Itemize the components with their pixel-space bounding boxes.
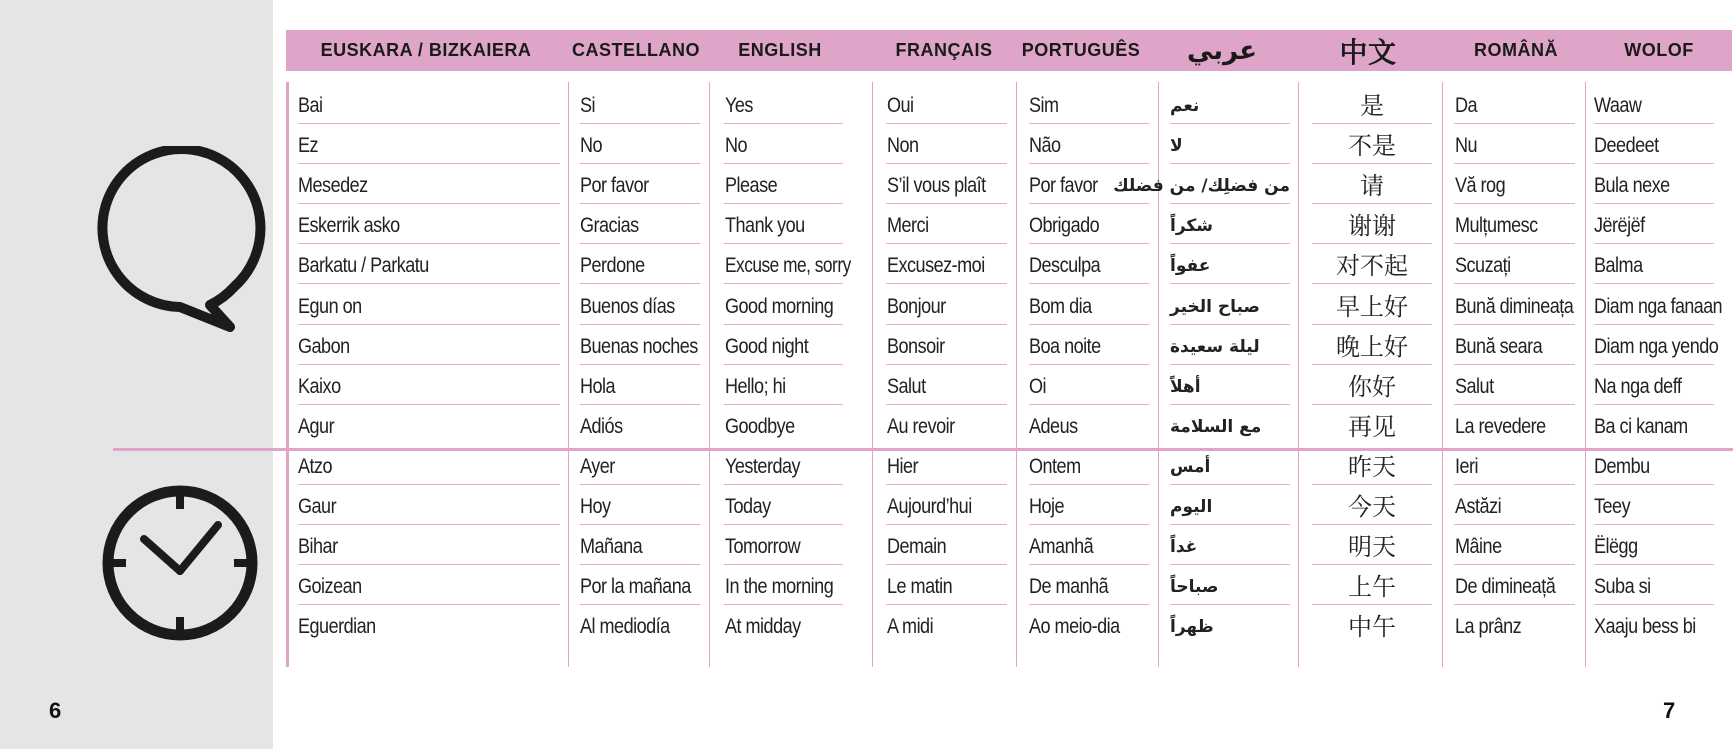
phrase-cell: Atzo bbox=[298, 454, 333, 478]
phrase-cell: Por la mañana bbox=[580, 575, 691, 599]
row-rule bbox=[886, 203, 1007, 204]
row-rule bbox=[1594, 243, 1714, 244]
row-rule bbox=[1454, 404, 1575, 405]
section-divider bbox=[113, 448, 1733, 451]
phrase-cell: Tomorrow bbox=[725, 535, 801, 559]
header-portugues: PORTUGUÊS bbox=[1021, 40, 1141, 60]
phrase-cell: Barkatu / Parkatu bbox=[298, 254, 429, 278]
row-rule bbox=[1594, 364, 1714, 365]
row-rule bbox=[1029, 524, 1149, 525]
phrase-cell: Goodbye bbox=[725, 414, 795, 438]
phrase-cell: Merci bbox=[887, 214, 929, 238]
phrase-cell: ليلة سعيدة bbox=[1170, 336, 1260, 357]
phrase-cell: صباحاً bbox=[1170, 577, 1219, 598]
row-rule bbox=[724, 484, 843, 485]
phrase-cell: Aujourd’hui bbox=[887, 495, 972, 518]
phrase-cell: Vă rog bbox=[1455, 174, 1506, 198]
row-rule bbox=[1029, 243, 1149, 244]
phrase-cell: Na nga deff bbox=[1594, 374, 1682, 398]
phrase-cell: Le matin bbox=[887, 575, 953, 599]
row-rule bbox=[580, 123, 700, 124]
phrase-cell: Salut bbox=[887, 374, 926, 398]
phrase-cell: Por favor bbox=[1029, 174, 1098, 198]
row-rule bbox=[1312, 484, 1432, 485]
row-rule bbox=[724, 404, 843, 405]
row-rule bbox=[1454, 564, 1575, 565]
row-rule bbox=[1170, 243, 1290, 244]
phrase-cell: Ba ci kanam bbox=[1594, 414, 1688, 438]
phrase-cell: Perdone bbox=[580, 254, 645, 278]
phrase-cell: Ao meio-dia bbox=[1029, 615, 1120, 639]
row-rule bbox=[1594, 524, 1714, 525]
phrase-cell: 是 bbox=[1360, 92, 1384, 120]
phrase-cell: Suba si bbox=[1594, 575, 1651, 599]
column-divider bbox=[1016, 82, 1017, 667]
phrase-cell: Si bbox=[580, 94, 596, 117]
row-rule bbox=[580, 203, 700, 204]
phrase-cell: Gracias bbox=[580, 214, 639, 238]
phrase-cell: Balma bbox=[1594, 254, 1643, 278]
row-rule bbox=[580, 404, 700, 405]
row-rule bbox=[1454, 203, 1575, 204]
phrase-cell: At midday bbox=[725, 615, 801, 639]
phrase-cell: Diam nga yendo bbox=[1594, 334, 1719, 358]
row-rule bbox=[1170, 604, 1290, 605]
phrase-cell: Mañana bbox=[580, 535, 643, 559]
phrase-cell: Yesterday bbox=[725, 454, 801, 478]
row-rule bbox=[1454, 604, 1575, 605]
phrase-cell: 谢谢 bbox=[1348, 212, 1396, 241]
row-rule bbox=[724, 364, 843, 365]
phrase-cell: 不是 bbox=[1348, 132, 1396, 161]
header-castellano: CASTELLANO bbox=[572, 40, 700, 60]
phrase-cell: No bbox=[725, 134, 748, 158]
phrase-cell: شكراً bbox=[1170, 216, 1214, 237]
row-rule bbox=[724, 524, 843, 525]
phrase-cell: Teey bbox=[1594, 495, 1631, 518]
row-rule bbox=[298, 163, 560, 164]
row-rule bbox=[1170, 324, 1290, 325]
row-rule bbox=[1029, 404, 1149, 405]
phrase-cell: Gabon bbox=[298, 334, 350, 358]
row-rule bbox=[580, 283, 700, 284]
phrase-cell: Hoy bbox=[580, 495, 611, 518]
phrase-cell: In the morning bbox=[725, 575, 834, 599]
phrase-cell: 明天 bbox=[1348, 533, 1396, 562]
phrase-cell: Egun on bbox=[298, 294, 362, 318]
row-rule bbox=[298, 123, 560, 124]
phrase-cell: Por favor bbox=[580, 174, 649, 198]
row-rule bbox=[1170, 564, 1290, 565]
row-rule bbox=[298, 604, 560, 605]
phrase-cell: Goizean bbox=[298, 575, 362, 599]
phrase-cell: 对不起 bbox=[1336, 252, 1408, 281]
phrase-cell: Demain bbox=[887, 535, 947, 559]
row-rule bbox=[1029, 484, 1149, 485]
row-rule bbox=[1312, 123, 1432, 124]
phrase-cell: Gaur bbox=[298, 495, 337, 518]
phrase-cell: Adiós bbox=[580, 414, 623, 438]
phrase-cell: De manhã bbox=[1029, 575, 1109, 599]
phrase-cell: 晚上好 bbox=[1336, 332, 1408, 361]
phrase-cell: De dimineață bbox=[1455, 575, 1556, 599]
row-rule bbox=[1029, 364, 1149, 365]
row-rule bbox=[1594, 163, 1714, 164]
phrase-cell: ظهراً bbox=[1170, 617, 1214, 638]
row-rule bbox=[724, 243, 843, 244]
phrase-cell: No bbox=[580, 134, 603, 158]
row-rule bbox=[580, 524, 700, 525]
phrase-cell: Buenos días bbox=[580, 294, 675, 318]
phrase-cell: Amanhã bbox=[1029, 535, 1094, 559]
row-rule bbox=[1312, 163, 1432, 164]
row-rule bbox=[1029, 123, 1149, 124]
row-rule bbox=[886, 484, 1007, 485]
row-rule bbox=[1454, 123, 1575, 124]
phrase-cell: 昨天 bbox=[1348, 452, 1396, 481]
row-rule bbox=[298, 283, 560, 284]
phrase-cell: La revedere bbox=[1455, 414, 1546, 438]
phrase-cell: Ez bbox=[298, 134, 319, 158]
phrase-cell: Bonjour bbox=[887, 294, 946, 318]
row-rule bbox=[886, 324, 1007, 325]
row-rule bbox=[886, 564, 1007, 565]
phrase-cell: 你好 bbox=[1348, 372, 1396, 401]
language-header-bar bbox=[286, 30, 1732, 71]
phrase-cell: Hier bbox=[887, 454, 919, 478]
phrase-cell: A midi bbox=[887, 615, 934, 639]
row-rule bbox=[886, 364, 1007, 365]
row-rule bbox=[298, 524, 560, 525]
row-rule bbox=[1312, 604, 1432, 605]
phrase-cell: Dembu bbox=[1594, 454, 1650, 478]
row-rule bbox=[580, 364, 700, 365]
row-rule bbox=[1029, 163, 1149, 164]
phrase-cell: Nu bbox=[1455, 134, 1478, 158]
row-rule bbox=[886, 163, 1007, 164]
phrase-cell: Hello; hi bbox=[725, 374, 786, 398]
row-rule bbox=[1594, 203, 1714, 204]
row-rule bbox=[298, 564, 560, 565]
phrase-cell: Yes bbox=[725, 94, 753, 117]
phrase-cell: Mâine bbox=[1455, 535, 1502, 559]
row-rule bbox=[1170, 163, 1290, 164]
phrase-cell: Non bbox=[887, 134, 919, 158]
phrase-cell: La prânz bbox=[1455, 615, 1522, 639]
phrase-cell: من فضلِك/ من فضلك bbox=[1113, 176, 1290, 197]
row-rule bbox=[1029, 564, 1149, 565]
phrase-cell: Deedeet bbox=[1594, 134, 1659, 158]
phrase-cell: اليوم bbox=[1170, 497, 1213, 517]
phrase-cell: Good night bbox=[725, 334, 809, 358]
page-number-right: 7 bbox=[1663, 698, 1676, 723]
phrase-cell: Bonsoir bbox=[887, 334, 945, 358]
phrase-cell: غداً bbox=[1170, 537, 1198, 558]
row-rule bbox=[886, 404, 1007, 405]
column-divider bbox=[1585, 82, 1586, 667]
row-rule bbox=[1312, 324, 1432, 325]
row-rule bbox=[1454, 324, 1575, 325]
column-divider bbox=[872, 82, 873, 667]
phrase-cell: Bom dia bbox=[1029, 294, 1092, 318]
phrase-cell: مع السلامة bbox=[1170, 416, 1262, 437]
phrase-cell: Ieri bbox=[1455, 454, 1479, 478]
phrase-cell: Excusez-moi bbox=[887, 254, 985, 278]
row-rule bbox=[886, 604, 1007, 605]
row-rule bbox=[298, 324, 560, 325]
phrase-cell: Scuzați bbox=[1455, 254, 1511, 278]
phrase-cell: Waaw bbox=[1594, 94, 1642, 117]
phrase-cell: عفواً bbox=[1170, 256, 1211, 277]
phrase-cell: Al mediodía bbox=[580, 615, 670, 639]
row-rule bbox=[1312, 203, 1432, 204]
phrase-cell: Jërëjëf bbox=[1594, 214, 1645, 238]
row-rule bbox=[580, 324, 700, 325]
row-rule bbox=[1312, 283, 1432, 284]
phrase-cell: Adeus bbox=[1029, 414, 1078, 438]
row-rule bbox=[1170, 364, 1290, 365]
phrase-cell: 上午 bbox=[1348, 573, 1396, 602]
phrase-cell: Bihar bbox=[298, 535, 338, 559]
row-rule bbox=[1594, 123, 1714, 124]
phrase-cell: أهلاً bbox=[1170, 376, 1201, 397]
row-rule bbox=[724, 324, 843, 325]
header-romana: ROMÂNĂ bbox=[1474, 40, 1558, 60]
phrase-cell: Da bbox=[1455, 94, 1478, 117]
phrase-cell: Kaixo bbox=[298, 374, 341, 398]
row-rule bbox=[1170, 524, 1290, 525]
row-rule bbox=[1594, 484, 1714, 485]
phrase-cell: Bună dimineața bbox=[1455, 294, 1574, 318]
row-rule bbox=[298, 243, 560, 244]
column-divider bbox=[1442, 82, 1443, 667]
row-rule bbox=[580, 564, 700, 565]
row-rule bbox=[1594, 324, 1714, 325]
phrase-cell: Bula nexe bbox=[1594, 174, 1670, 198]
row-rule bbox=[1170, 484, 1290, 485]
row-rule bbox=[1454, 484, 1575, 485]
phrase-cell: Astăzi bbox=[1455, 495, 1502, 518]
phrase-cell: Hola bbox=[580, 374, 616, 398]
phrase-cell: 中午 bbox=[1348, 613, 1396, 642]
row-rule bbox=[1170, 123, 1290, 124]
row-rule bbox=[724, 283, 843, 284]
phrase-cell: Sim bbox=[1029, 94, 1059, 117]
phrase-cell: 今天 bbox=[1348, 493, 1396, 521]
header-arabic: عربي bbox=[1186, 35, 1257, 66]
row-rule bbox=[1454, 283, 1575, 284]
row-rule bbox=[580, 163, 700, 164]
row-rule bbox=[724, 163, 843, 164]
row-rule bbox=[1594, 404, 1714, 405]
row-rule bbox=[1029, 324, 1149, 325]
phrase-cell: Thank you bbox=[725, 214, 805, 238]
row-rule bbox=[298, 364, 560, 365]
row-rule bbox=[298, 203, 560, 204]
row-rule bbox=[298, 484, 560, 485]
phrase-cell: نعم bbox=[1170, 96, 1200, 116]
page-number-left: 6 bbox=[49, 698, 62, 723]
column-divider bbox=[709, 82, 710, 667]
row-rule bbox=[1454, 364, 1575, 365]
phrase-cell: Boa noite bbox=[1029, 334, 1101, 358]
row-rule bbox=[724, 604, 843, 605]
row-rule bbox=[1454, 163, 1575, 164]
row-rule bbox=[1029, 604, 1149, 605]
phrase-cell: Au revoir bbox=[887, 414, 955, 438]
phrase-cell: Obrigado bbox=[1029, 214, 1100, 238]
phrase-cell: 请 bbox=[1360, 172, 1384, 201]
header-francais: FRANÇAIS bbox=[895, 40, 993, 60]
phrase-cell: Bună seara bbox=[1455, 334, 1543, 358]
header-euskara: EUSKARA / BIZKAIERA bbox=[320, 40, 532, 60]
clock-icon bbox=[100, 483, 260, 643]
phrase-cell: لا bbox=[1170, 136, 1183, 157]
header-wolof: WOLOF bbox=[1624, 40, 1694, 60]
row-rule bbox=[724, 564, 843, 565]
phrase-cell: Bai bbox=[298, 94, 323, 117]
row-rule bbox=[1312, 243, 1432, 244]
row-rule bbox=[886, 123, 1007, 124]
row-rule bbox=[1170, 283, 1290, 284]
phrase-cell: Agur bbox=[298, 414, 335, 438]
phrase-cell: Xaaju bess bi bbox=[1594, 615, 1696, 639]
speech-bubble-icon bbox=[96, 146, 272, 332]
row-rule bbox=[580, 243, 700, 244]
row-rule bbox=[724, 123, 843, 124]
column-divider bbox=[1298, 82, 1299, 667]
phrase-cell: Good morning bbox=[725, 294, 834, 318]
row-rule bbox=[1312, 364, 1432, 365]
phrase-cell: Please bbox=[725, 174, 778, 198]
header-chinese: 中文 bbox=[1339, 35, 1397, 69]
row-rule bbox=[1312, 404, 1432, 405]
phrase-cell: Buenas noches bbox=[580, 334, 698, 358]
row-rule bbox=[886, 243, 1007, 244]
phrase-cell: Diam nga fanaan bbox=[1594, 294, 1723, 318]
phrase-cell: Oui bbox=[887, 94, 914, 117]
phrase-cell: Excuse me, sorry bbox=[725, 254, 851, 278]
phrase-cell: Eskerrik asko bbox=[298, 214, 400, 238]
row-rule bbox=[1594, 283, 1714, 284]
phrase-cell: Mesedez bbox=[298, 174, 368, 198]
row-rule bbox=[1170, 203, 1290, 204]
phrase-cell: Mulțumesc bbox=[1455, 214, 1538, 238]
column-divider bbox=[568, 82, 569, 667]
phrase-cell: Ayer bbox=[580, 454, 615, 478]
row-rule bbox=[886, 283, 1007, 284]
phrase-cell: صباح الخير bbox=[1170, 296, 1260, 317]
phrase-cell: Não bbox=[1029, 134, 1061, 158]
phrase-cell: 再见 bbox=[1348, 412, 1396, 441]
phrase-cell: Ëlëgg bbox=[1594, 535, 1638, 559]
phrase-cell: Oi bbox=[1029, 374, 1047, 398]
row-rule bbox=[1312, 564, 1432, 565]
column-divider bbox=[286, 82, 289, 667]
row-rule bbox=[580, 484, 700, 485]
row-rule bbox=[298, 404, 560, 405]
phrase-cell: Eguerdian bbox=[298, 615, 376, 639]
row-rule bbox=[1594, 564, 1714, 565]
row-rule bbox=[886, 524, 1007, 525]
phrase-cell: 早上好 bbox=[1336, 292, 1408, 321]
row-rule bbox=[1029, 283, 1149, 284]
row-rule bbox=[1170, 404, 1290, 405]
row-rule bbox=[724, 203, 843, 204]
phrase-cell: أمس bbox=[1170, 456, 1211, 477]
phrase-cell: Hoje bbox=[1029, 495, 1065, 518]
row-rule bbox=[580, 604, 700, 605]
row-rule bbox=[1594, 604, 1714, 605]
phrase-cell: Ontem bbox=[1029, 454, 1081, 478]
row-rule bbox=[1454, 524, 1575, 525]
phrase-cell: Desculpa bbox=[1029, 254, 1101, 278]
row-rule bbox=[1312, 524, 1432, 525]
phrase-cell: Today bbox=[725, 495, 771, 518]
phrase-cell: Salut bbox=[1455, 374, 1494, 398]
row-rule bbox=[1454, 243, 1575, 244]
header-english: ENGLISH bbox=[738, 40, 822, 60]
phrase-cell: S’il vous plaît bbox=[887, 174, 986, 198]
